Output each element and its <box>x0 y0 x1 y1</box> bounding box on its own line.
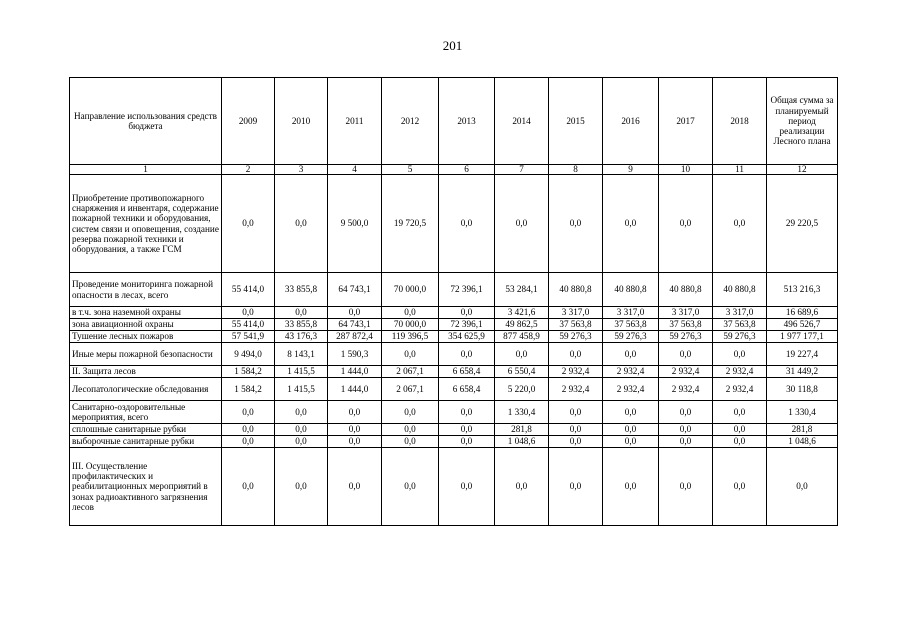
row-year-value: 0,0 <box>382 343 439 366</box>
row-year-value: 72 396,1 <box>439 273 495 307</box>
row-label: в т.ч. зона наземной охраны <box>70 307 222 319</box>
row-year-value: 0,0 <box>382 436 439 448</box>
row-total-value: 31 449,2 <box>767 366 838 378</box>
row-year-value: 0,0 <box>222 448 275 526</box>
table-row <box>70 436 838 448</box>
row-year-value: 9 494,0 <box>222 343 275 366</box>
column-number: 11 <box>713 165 767 175</box>
row-year-value: 1 415,5 <box>275 378 328 401</box>
row-year-value: 354 625,9 <box>439 331 495 343</box>
header-year: 2012 <box>382 78 439 165</box>
row-label: выборочные санитарные рубки <box>70 436 222 448</box>
row-year-value: 0,0 <box>713 343 767 366</box>
row-year-value: 0,0 <box>659 448 713 526</box>
row-year-value: 0,0 <box>275 424 328 436</box>
row-year-value: 2 932,4 <box>713 378 767 401</box>
row-year-value: 40 880,8 <box>659 273 713 307</box>
row-year-value: 2 932,4 <box>549 366 603 378</box>
row-year-value: 6 658,4 <box>439 366 495 378</box>
row-year-value: 1 415,5 <box>275 366 328 378</box>
row-year-value: 6 550,4 <box>495 366 549 378</box>
row-year-value: 37 563,8 <box>713 319 767 331</box>
row-total-value: 1 330,4 <box>767 401 838 424</box>
column-number: 6 <box>439 165 495 175</box>
row-label: III. Осуществление профилактических и реабилитационных мероприятий в зонах радиоактивного загрязнения лесов <box>70 448 222 526</box>
row-year-value: 2 932,4 <box>603 366 659 378</box>
row-total-value: 0,0 <box>767 448 838 526</box>
row-year-value: 57 541,9 <box>222 331 275 343</box>
header-year: 2010 <box>275 78 328 165</box>
row-year-value: 1 048,6 <box>495 436 549 448</box>
table-row <box>70 307 838 319</box>
row-year-value: 2 932,4 <box>603 378 659 401</box>
row-year-value: 0,0 <box>222 175 275 273</box>
row-label: Проведение мониторинга пожарной опасности в лесах, всего <box>70 273 222 307</box>
row-year-value: 0,0 <box>439 175 495 273</box>
row-label: Лесопатологические обследования <box>70 378 222 401</box>
row-year-value: 53 284,1 <box>495 273 549 307</box>
row-year-value: 0,0 <box>603 401 659 424</box>
row-year-value: 0,0 <box>222 436 275 448</box>
table-row <box>70 343 838 366</box>
row-year-value: 287 872,4 <box>328 331 382 343</box>
row-year-value: 0,0 <box>603 175 659 273</box>
row-year-value: 0,0 <box>549 424 603 436</box>
row-year-value: 9 500,0 <box>328 175 382 273</box>
row-year-value: 6 658,4 <box>439 378 495 401</box>
row-year-value: 0,0 <box>328 424 382 436</box>
row-year-value: 55 414,0 <box>222 273 275 307</box>
row-year-value: 59 276,3 <box>549 331 603 343</box>
table-row <box>70 366 838 378</box>
table-row <box>70 273 838 307</box>
row-total-value: 1 048,6 <box>767 436 838 448</box>
row-year-value: 0,0 <box>275 448 328 526</box>
row-year-value: 2 932,4 <box>549 378 603 401</box>
row-year-value: 0,0 <box>549 175 603 273</box>
header-total: Общая сумма за планируемый период реализации Лесного плана <box>767 78 838 165</box>
header-year: 2018 <box>713 78 767 165</box>
row-year-value: 43 176,3 <box>275 331 328 343</box>
row-year-value: 0,0 <box>439 307 495 319</box>
row-year-value: 37 563,8 <box>549 319 603 331</box>
row-year-value: 1 444,0 <box>328 378 382 401</box>
row-year-value: 3 317,0 <box>659 307 713 319</box>
column-number: 4 <box>328 165 382 175</box>
row-year-value: 2 932,4 <box>713 366 767 378</box>
table-row <box>70 175 838 273</box>
row-label: сплошные санитарные рубки <box>70 424 222 436</box>
row-year-value: 0,0 <box>222 424 275 436</box>
row-year-value: 2 067,1 <box>382 378 439 401</box>
row-year-value: 3 317,0 <box>549 307 603 319</box>
row-year-value: 0,0 <box>713 175 767 273</box>
row-year-value: 64 743,1 <box>328 273 382 307</box>
row-year-value: 2 067,1 <box>382 366 439 378</box>
row-year-value: 40 880,8 <box>549 273 603 307</box>
row-year-value: 0,0 <box>603 448 659 526</box>
column-number: 3 <box>275 165 328 175</box>
row-label: Иные меры пожарной безопасности <box>70 343 222 366</box>
row-year-value: 0,0 <box>382 307 439 319</box>
row-year-value: 2 932,4 <box>659 378 713 401</box>
row-year-value: 0,0 <box>603 436 659 448</box>
column-number: 5 <box>382 165 439 175</box>
header-direction: Направление использования средств бюджета <box>70 78 222 165</box>
row-year-value: 0,0 <box>382 424 439 436</box>
table-row <box>70 424 838 436</box>
row-year-value: 0,0 <box>275 307 328 319</box>
row-total-value: 496 526,7 <box>767 319 838 331</box>
row-year-value: 0,0 <box>659 424 713 436</box>
row-year-value: 40 880,8 <box>603 273 659 307</box>
table-row <box>70 378 838 401</box>
row-year-value: 59 276,3 <box>659 331 713 343</box>
row-year-value: 0,0 <box>222 401 275 424</box>
row-year-value: 0,0 <box>659 343 713 366</box>
row-year-value: 59 276,3 <box>603 331 659 343</box>
header-year: 2016 <box>603 78 659 165</box>
row-year-value: 49 862,5 <box>495 319 549 331</box>
row-label: Тушение лесных пожаров <box>70 331 222 343</box>
row-year-value: 0,0 <box>275 436 328 448</box>
header-year: 2017 <box>659 78 713 165</box>
row-label: II. Защита лесов <box>70 366 222 378</box>
table-header-row <box>70 78 838 165</box>
row-year-value: 0,0 <box>439 448 495 526</box>
row-year-value: 0,0 <box>328 401 382 424</box>
row-year-value: 0,0 <box>382 448 439 526</box>
column-numbering-row <box>70 165 838 175</box>
row-year-value: 0,0 <box>439 401 495 424</box>
row-year-value: 0,0 <box>495 343 549 366</box>
row-year-value: 19 720,5 <box>382 175 439 273</box>
row-total-value: 29 220,5 <box>767 175 838 273</box>
row-year-value: 33 855,8 <box>275 273 328 307</box>
row-total-value: 1 977 177,1 <box>767 331 838 343</box>
row-year-value: 37 563,8 <box>603 319 659 331</box>
row-year-value: 40 880,8 <box>713 273 767 307</box>
row-year-value: 119 396,5 <box>382 331 439 343</box>
table-body <box>70 175 838 526</box>
row-year-value: 55 414,0 <box>222 319 275 331</box>
row-year-value: 0,0 <box>549 436 603 448</box>
row-year-value: 0,0 <box>713 436 767 448</box>
row-year-value: 1 590,3 <box>328 343 382 366</box>
row-year-value: 0,0 <box>382 401 439 424</box>
row-total-value: 513 216,3 <box>767 273 838 307</box>
row-year-value: 0,0 <box>713 424 767 436</box>
header-year: 2015 <box>549 78 603 165</box>
row-year-value: 3 317,0 <box>603 307 659 319</box>
row-year-value: 0,0 <box>222 307 275 319</box>
page-number: 201 <box>442 38 463 53</box>
row-year-value: 3 317,0 <box>713 307 767 319</box>
table-row <box>70 331 838 343</box>
row-year-value: 0,0 <box>495 448 549 526</box>
row-year-value: 0,0 <box>275 401 328 424</box>
table-row <box>70 448 838 526</box>
row-year-value: 0,0 <box>549 343 603 366</box>
row-year-value: 37 563,8 <box>659 319 713 331</box>
column-number: 10 <box>659 165 713 175</box>
row-year-value: 1 584,2 <box>222 366 275 378</box>
budget-table <box>69 77 838 526</box>
row-year-value: 0,0 <box>439 424 495 436</box>
row-year-value: 0,0 <box>659 401 713 424</box>
row-total-value: 16 689,6 <box>767 307 838 319</box>
column-number: 8 <box>549 165 603 175</box>
row-total-value: 281,8 <box>767 424 838 436</box>
header-year: 2014 <box>495 78 549 165</box>
row-year-value: 1 330,4 <box>495 401 549 424</box>
row-year-value: 0,0 <box>659 436 713 448</box>
column-number: 2 <box>222 165 275 175</box>
row-year-value: 877 458,9 <box>495 331 549 343</box>
row-year-value: 0,0 <box>713 448 767 526</box>
row-year-value: 0,0 <box>603 343 659 366</box>
column-number: 7 <box>495 165 549 175</box>
row-label: Санитарно-оздоровительные мероприятия, всего <box>70 401 222 424</box>
row-year-value: 0,0 <box>495 175 549 273</box>
row-label: Приобретение противопожарного снаряжения и инвентаря, содержание пожарной техники и оборудования, систем связи и оповещения, создание резерва пожарной техники и оборудования, а также ГСМ <box>70 175 222 273</box>
row-year-value: 0,0 <box>328 307 382 319</box>
column-number: 9 <box>603 165 659 175</box>
row-total-value: 19 227,4 <box>767 343 838 366</box>
row-year-value: 70 000,0 <box>382 273 439 307</box>
row-year-value: 0,0 <box>603 424 659 436</box>
row-year-value: 0,0 <box>439 343 495 366</box>
row-year-value: 0,0 <box>439 436 495 448</box>
header-year: 2011 <box>328 78 382 165</box>
row-year-value: 70 000,0 <box>382 319 439 331</box>
table-row <box>70 319 838 331</box>
row-year-value: 0,0 <box>328 448 382 526</box>
header-year: 2013 <box>439 78 495 165</box>
header-year: 2009 <box>222 78 275 165</box>
row-year-value: 33 855,8 <box>275 319 328 331</box>
row-year-value: 72 396,1 <box>439 319 495 331</box>
row-year-value: 0,0 <box>659 175 713 273</box>
row-year-value: 5 220,0 <box>495 378 549 401</box>
row-year-value: 0,0 <box>549 448 603 526</box>
row-year-value: 0,0 <box>328 436 382 448</box>
row-year-value: 0,0 <box>713 401 767 424</box>
row-year-value: 281,8 <box>495 424 549 436</box>
row-label: зона авиационной охраны <box>70 319 222 331</box>
row-year-value: 8 143,1 <box>275 343 328 366</box>
row-year-value: 2 932,4 <box>659 366 713 378</box>
row-year-value: 1 584,2 <box>222 378 275 401</box>
table-row <box>70 401 838 424</box>
column-number: 12 <box>767 165 838 175</box>
column-number: 1 <box>70 165 222 175</box>
row-year-value: 0,0 <box>275 175 328 273</box>
row-year-value: 1 444,0 <box>328 366 382 378</box>
row-year-value: 3 421,6 <box>495 307 549 319</box>
row-total-value: 30 118,8 <box>767 378 838 401</box>
row-year-value: 0,0 <box>549 401 603 424</box>
row-year-value: 59 276,3 <box>713 331 767 343</box>
row-year-value: 64 743,1 <box>328 319 382 331</box>
